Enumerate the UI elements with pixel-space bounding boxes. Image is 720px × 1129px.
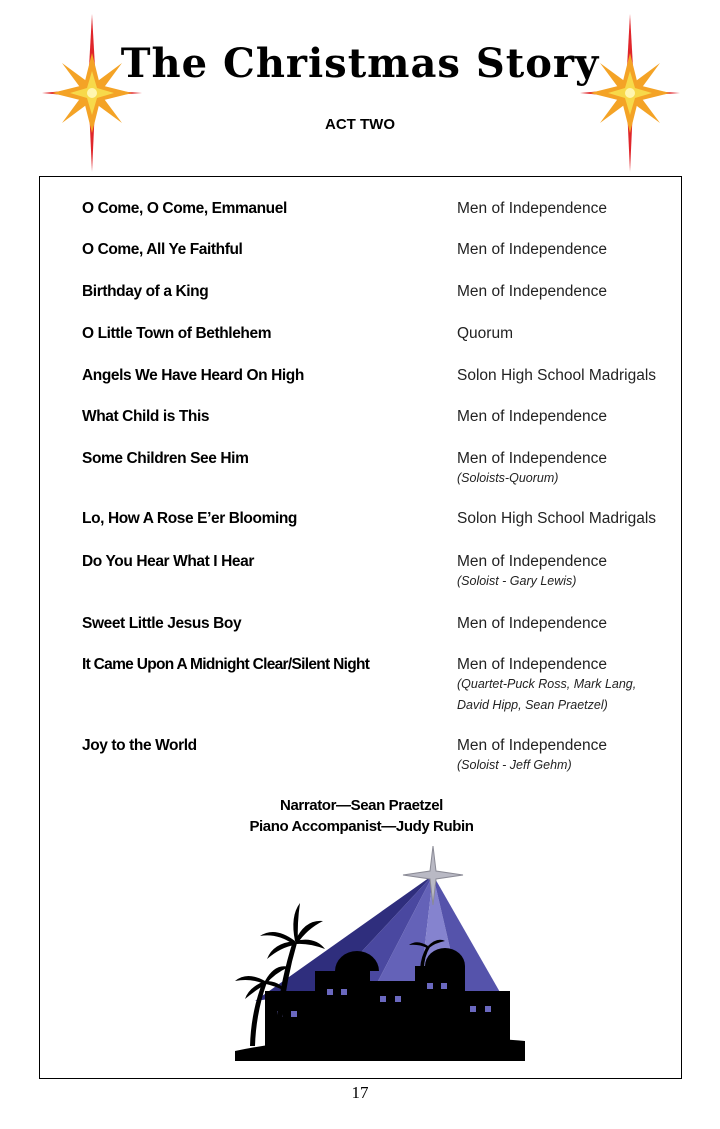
song-title: O Little Town of Bethlehem xyxy=(82,325,272,342)
credits xyxy=(40,795,683,837)
performer: Men of Independence xyxy=(457,615,607,632)
performer: Men of Independence (Soloist - Gary Lewis) xyxy=(457,553,697,592)
performer: Men of Independence (Soloists-Quorum) xyxy=(457,450,697,489)
piano-credit: Piano Accompanist—Judy Rubin xyxy=(249,818,474,835)
song-title: What Child is This xyxy=(82,408,210,425)
performer: Solon High School Madrigals xyxy=(457,510,657,527)
christmas-star-left-icon xyxy=(40,14,144,172)
performer: Men of Independence xyxy=(457,200,607,217)
performer-note: (Quartet-Puck Ross, Mark Lang, xyxy=(457,677,637,691)
song-title: Angels We Have Heard On High xyxy=(82,367,304,384)
song-title: Joy to the World xyxy=(82,737,197,754)
performer-note: (Soloist - Jeff Gehm) xyxy=(457,758,572,772)
performer-note: David Hipp, Sean Praetzel) xyxy=(457,698,608,712)
christmas-star-right-icon xyxy=(578,14,682,172)
act-subtitle: ACT TWO xyxy=(325,116,395,133)
song-title: Sweet Little Jesus Boy xyxy=(82,615,242,632)
performer: Men of Independence (Quartet-Puck Ross, Mark Lang, David Hipp, Sean Praetzel) xyxy=(457,656,697,716)
page-title: The Christmas Story xyxy=(120,40,600,87)
performer: Solon High School Madrigals xyxy=(457,367,657,384)
performer: Quorum xyxy=(457,325,513,342)
performer-note: (Soloist - Gary Lewis) xyxy=(457,574,577,588)
song-title: Birthday of a King xyxy=(82,283,209,300)
song-title: O Come, O Come, Emmanuel xyxy=(82,200,287,217)
song-title: It Came Upon A Midnight Clear/Silent Night xyxy=(82,656,370,673)
performer: Men of Independence xyxy=(457,283,607,300)
song-title: Some Children See Him xyxy=(82,450,249,467)
narrator-credit: Narrator—Sean Praetzel xyxy=(280,797,443,814)
performer: Men of Independence xyxy=(457,241,607,258)
performer-note: (Soloists-Quorum) xyxy=(457,471,559,485)
performer: Men of Independence (Soloist - Jeff Gehm) xyxy=(457,737,697,776)
program-box xyxy=(39,176,682,1079)
song-title: Lo, How A Rose E’er Blooming xyxy=(82,510,297,527)
song-title: Do You Hear What I Hear xyxy=(82,553,254,570)
bethlehem-illustration-icon xyxy=(205,841,525,1061)
performer: Men of Independence xyxy=(457,408,607,425)
song-title: O Come, All Ye Faithful xyxy=(82,241,243,258)
page-number: 17 xyxy=(351,1083,369,1102)
